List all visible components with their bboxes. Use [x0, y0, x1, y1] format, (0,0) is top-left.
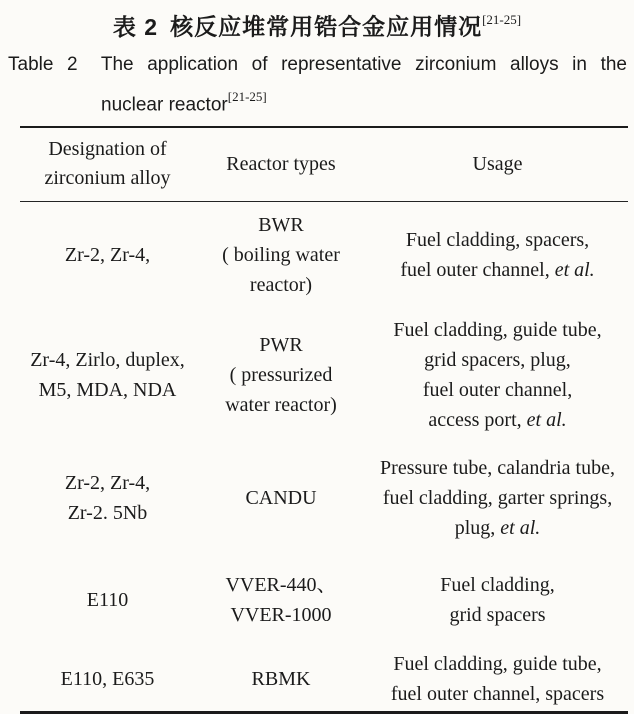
cell-line: ( boiling water [222, 243, 340, 266]
table-row [20, 553, 628, 648]
table-title-zh-text: 核反应堆常用锆合金应用情况 [170, 13, 483, 40]
et-al-italic: et al. [500, 516, 541, 539]
cell-text: plug, [454, 516, 501, 539]
table-title-en-text2: nuclear reactor [101, 93, 228, 115]
cell-text: access port, [428, 409, 527, 432]
cell-alloy [20, 648, 195, 711]
cell-line: RBMK [251, 668, 311, 691]
cell-line: Fuel cladding, spacers, [405, 228, 590, 251]
header-line: Designation of [48, 138, 167, 161]
cell-usage [367, 308, 628, 443]
cell-line: ( pressurized [229, 364, 333, 387]
cell-reactor [195, 202, 367, 308]
header-line: Reactor types [226, 152, 336, 175]
header-line: zirconium alloy [44, 167, 171, 190]
table-title-english [8, 48, 627, 122]
cell-reactor [195, 443, 367, 553]
cell-line: reactor) [249, 273, 313, 296]
cell-line: Zr-2, Zr-4, [64, 471, 151, 494]
cell-line: fuel outer channel, spacers [390, 683, 605, 706]
cell-text: fuel outer channel, [400, 258, 555, 281]
cell-alloy [20, 308, 195, 443]
table-title-en-text: The application of representative zirconium alloys in the [100, 53, 627, 75]
cell-line: Pressure tube, calandria tube, [380, 456, 615, 479]
table-row [20, 308, 628, 443]
citation-ref-en: [21-25] [227, 88, 267, 104]
header-cell-designation [20, 128, 195, 201]
citation-ref-zh: [21-25] [482, 12, 522, 27]
table-row [20, 648, 628, 711]
table-number-en: Table 2 [8, 53, 78, 75]
paper-table-page [0, 7, 634, 714]
table-title-en-line1 [8, 48, 627, 82]
cell-line: grid spacers, plug, [424, 349, 571, 372]
table-header-row [20, 128, 628, 202]
cell-alloy [20, 553, 195, 648]
cell-alloy [20, 443, 195, 553]
cell-line: Fuel cladding, guide tube, [393, 653, 602, 676]
table-title-en-line2 [101, 82, 627, 122]
cell-reactor [195, 553, 367, 648]
cell-line: VVER-1000 [230, 604, 332, 627]
cell-line: water reactor) [225, 394, 337, 417]
cell-usage [367, 443, 628, 553]
table-title-chinese [6, 7, 628, 42]
cell-line: Zr-2, Zr-4, [64, 243, 151, 266]
cell-line: PWR [259, 334, 303, 357]
cell-line: E110 [86, 589, 129, 612]
cell-line: M5, MDA, NDA [38, 379, 177, 402]
et-al-italic: et al. [554, 258, 595, 281]
cell-line: fuel outer channel, [422, 379, 573, 402]
cell-line: Fuel cladding, guide tube, [393, 319, 602, 342]
header-cell-usage [367, 128, 628, 201]
cell-usage [367, 202, 628, 308]
table-row [20, 443, 628, 553]
cell-line [455, 513, 541, 543]
cell-line: CANDU [245, 486, 317, 509]
cell-line: VVER-440、 [225, 574, 337, 597]
cell-usage [367, 553, 628, 648]
cell-usage [367, 648, 628, 711]
cell-line: Zr-2. 5Nb [67, 501, 148, 524]
et-al-italic: et al. [526, 409, 567, 432]
cell-line: E110, E635 [60, 668, 155, 691]
cell-alloy [20, 202, 195, 308]
cell-line [400, 255, 594, 285]
cell-line: BWR [258, 213, 304, 236]
cell-line: Fuel cladding, [440, 574, 555, 597]
cell-reactor [195, 308, 367, 443]
cell-line: grid spacers [449, 604, 546, 627]
cell-reactor [195, 648, 367, 711]
header-line: Usage [472, 152, 523, 175]
zirconium-alloy-table [20, 126, 628, 714]
header-cell-reactor-type [195, 128, 367, 201]
table-number-zh: 表 2 [112, 13, 159, 40]
cell-line: fuel cladding, garter springs, [382, 486, 613, 509]
table-row [20, 202, 628, 308]
cell-line [428, 405, 566, 435]
cell-line: Zr-4, Zirlo, duplex, [30, 349, 185, 372]
